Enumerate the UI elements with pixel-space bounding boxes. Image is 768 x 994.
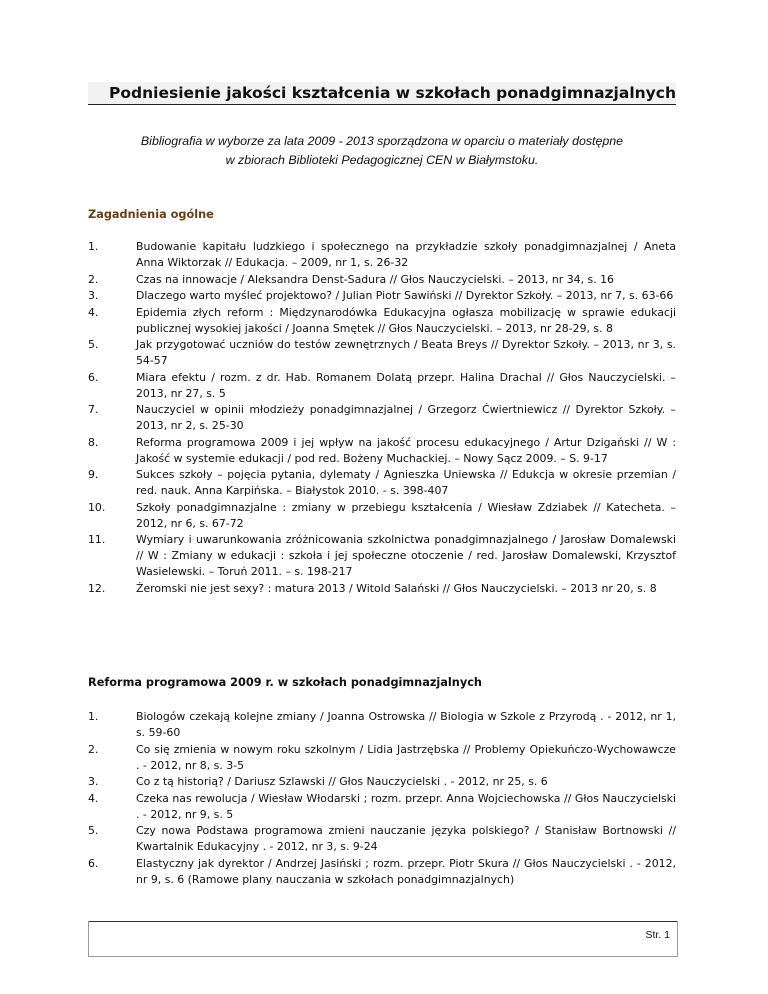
- list-item: [88, 305, 676, 337]
- item-text: Czy nowa Podstawa programowa zmieni nauczanie języka polskiego? / Stanisław Bortnowski // Kwartalnik Edukacyjny . - 2012, nr 3, s. 9-24: [136, 824, 676, 853]
- section-general-list: [88, 239, 676, 597]
- item-text: Jak przygotować uczniów do testów zewnętrznych / Beata Breys // Dyrektor Szkoły. – 2013, nr 3, s. 54-57: [136, 338, 676, 367]
- list-item: [88, 856, 676, 888]
- section-heading-reform: Reforma programowa 2009 r. w szkołach ponadgimnazjalnych: [88, 676, 482, 689]
- item-number: 8.: [88, 435, 99, 449]
- item-number: 6.: [88, 370, 99, 384]
- item-text: Miara efektu / rozm. z dr. Hab. Romanem Dolatą przepr. Halina Drachal // Głos Nauczycielski. – 2013, nr 27, s. 5: [136, 370, 676, 400]
- item-text: Reforma programowa 2009 i jej wpływ na jakość procesu edukacyjnego / Artur Dzigański // W : Jakość w systemie edukacji / pod red. Bożeny Muchackiej. – Nowy Sącz 2009. – S. 9-17: [136, 435, 676, 465]
- item-text: Co się zmienia w nowym roku szkolnym / Lidia Jastrzębska // Problemy Opiekuńczo-Wychowawcze . - 2012, nr 8, s. 3-5: [136, 742, 676, 772]
- page-title: Podniesienie jakości kształcenia w szkołach ponadgimnazjalnych: [109, 84, 676, 102]
- item-text: Epidemia złych reform : Międzynarodówka Edukacyjna ogłasza mobilizację w sprawie edukacji publicznej wysokiej jakości / Joanna Smętek // Głos Nauczycielski. – 2013, nr 28-29, s. 8: [136, 305, 676, 335]
- item-text: Biologów czekają kolejne zmiany / Joanna Ostrowska // Biologia w Szkole z Przyrodą . - 2012, nr 1, s. 59-60: [136, 710, 676, 739]
- item-number: 4.: [88, 791, 99, 805]
- item-number: 2.: [88, 272, 99, 286]
- list-item: [88, 709, 676, 741]
- page-number: Str. 1: [645, 929, 670, 941]
- item-text: Co z tą historią? / Dariusz Szlawski // Głos Nauczycielski . - 2012, nr 25, s. 6: [136, 775, 548, 788]
- footer-frame: [88, 921, 678, 957]
- list-item: [88, 742, 676, 774]
- list-item: [88, 370, 676, 402]
- item-number: 3.: [88, 775, 99, 788]
- list-item: [88, 532, 676, 580]
- subtitle-line-1: Bibliografia w wyborze za lata 2009 - 2013 sporządzona w oparciu o materiały dostępne: [140, 134, 624, 148]
- item-number: 4.: [88, 305, 99, 319]
- item-number: 5.: [88, 338, 99, 351]
- item-number: 2.: [88, 742, 99, 756]
- list-item: [88, 791, 676, 823]
- item-number: 7.: [88, 403, 99, 416]
- item-number: 10.: [88, 500, 106, 514]
- list-item: [88, 823, 676, 855]
- list-item: [88, 500, 676, 532]
- list-item: [88, 774, 676, 790]
- item-number: 12.: [88, 581, 106, 595]
- item-text: Nauczyciel w opinii młodzieży ponadgimnazjalnej / Grzegorz Ćwiertniewicz // Dyrektor Szkoły. – 2013, nr 2, s. 25-30: [136, 403, 676, 432]
- item-text: Żeromski nie jest sexy? : matura 2013 / Witold Salański // Głos Nauczycielski. – 2013 nr 20, s. 8: [136, 581, 657, 595]
- item-text: Czas na innowacje / Aleksandra Denst-Sadura // Głos Nauczycielski. – 2013, nr 34, s. 16: [136, 272, 614, 286]
- bibliography-subtitle: [88, 132, 676, 170]
- item-number: 3.: [88, 289, 99, 302]
- list-item: [88, 581, 676, 597]
- item-text: Dlaczego warto myśleć projektowo? / Julian Piotr Sawiński // Dyrektor Szkoły. – 2013, nr 7, s. 63-66: [136, 289, 674, 302]
- item-number: 1.: [88, 710, 99, 723]
- item-number: 1.: [88, 240, 99, 253]
- subtitle-line-2: w zbiorach Biblioteki Pedagogicznej CEN w Białymstoku.: [225, 153, 539, 167]
- item-text: Wymiary i uwarunkowania zróżnicowania szkolnictwa ponadgimnazjalnego / Jarosław Domalewski // W : Zmiany w edukacji : szkoła i jej społeczne otoczenie / red. Jarosław Domalewski, Krzysztof Wasielewski. – Toruń 2011. – s. 198-217: [136, 533, 676, 578]
- item-text: Czeka nas rewolucja / Wiesław Włodarski ; rozm. przepr. Anna Wojciechowska // Głos Nauczycielski . - 2012, nr 9, s. 5: [136, 791, 676, 821]
- item-number: 11.: [88, 533, 106, 546]
- list-item: [88, 337, 676, 369]
- list-item: [88, 402, 676, 434]
- list-item: [88, 288, 676, 304]
- section-reform-list: [88, 709, 676, 888]
- section-heading-general: Zagadnienia ogólne: [88, 208, 214, 221]
- item-text: Elastyczny jak dyrektor / Andrzej Jasiński ; rozm. przepr. Piotr Skura // Głos Nauczycielski . - 2012, nr 9, s. 6 (Ramowe plany nauczania w szkołach ponadgimnazjalnych): [136, 856, 676, 886]
- list-item: [88, 239, 676, 271]
- item-number: 9.: [88, 468, 99, 481]
- item-text: Budowanie kapitału ludzkiego i społecznego na przykładzie szkoły ponadgimnazjalnej / Aneta Anna Wiktorzak // Edukacja. – 2009, nr 1, s. 26-32: [136, 240, 676, 269]
- list-item: [88, 467, 676, 499]
- list-item: [88, 272, 676, 288]
- list-item: [88, 435, 676, 467]
- item-text: Szkoły ponadgimnazjalne : zmiany w przebiegu kształcenia / Wiesław Zdziabek // Katecheta. – 2012, nr 6, s. 67-72: [136, 500, 676, 530]
- item-number: 6.: [88, 856, 99, 870]
- item-text: Sukces szkoły – pojęcia pytania, dylematy / Agnieszka Uniewska // Edukcja w okresie przemian / red. nauk. Anna Karpińska. – Białystok 2010. - s. 398-407: [136, 468, 676, 497]
- item-number: 5.: [88, 824, 99, 837]
